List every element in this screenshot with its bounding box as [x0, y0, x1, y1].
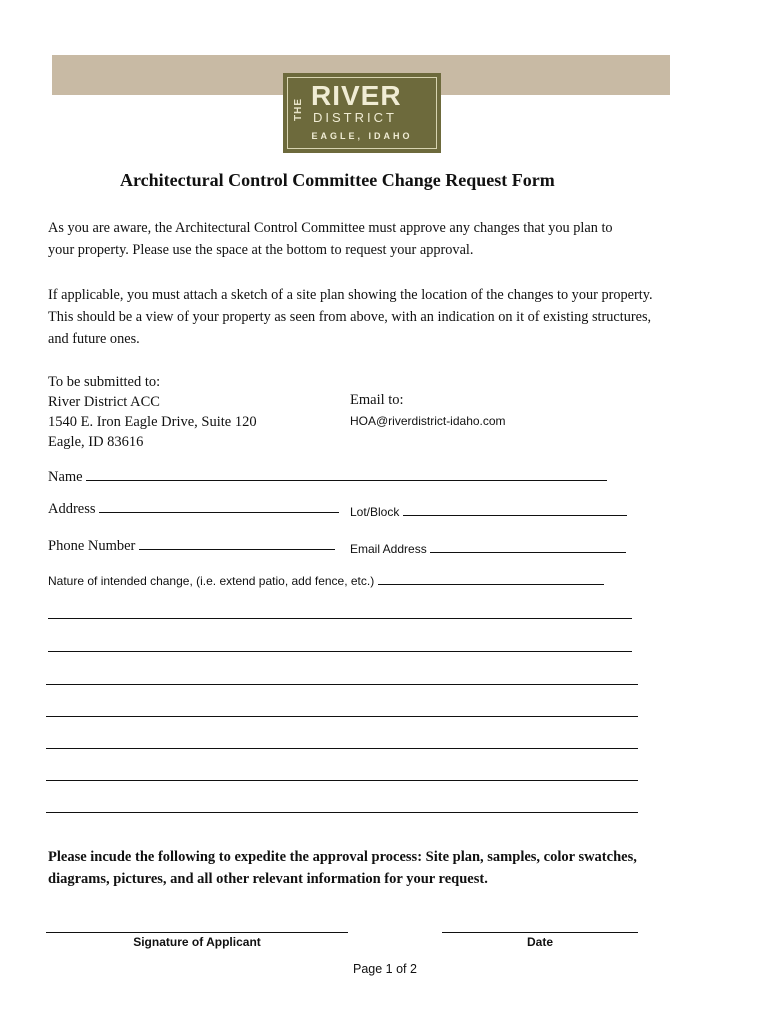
intro-line-2: your property. Please use the space at the bottom to request your approval. — [48, 242, 474, 258]
applicant-signature-label: Signature of Applicant — [133, 935, 261, 949]
address-label: Address — [48, 501, 96, 517]
lot-block-label: Lot/Block — [350, 505, 400, 519]
email-address-input-line[interactable] — [430, 540, 626, 553]
change-description-line-4[interactable] — [46, 716, 638, 717]
phone-input-line[interactable] — [139, 537, 335, 550]
lot-block-field-row — [350, 503, 627, 519]
logo-location-text: EAGLE, IDAHO — [311, 131, 413, 141]
logo-the-text: THE — [293, 98, 304, 122]
nature-label: Nature of intended change, (i.e. extend patio, add fence, etc.) — [48, 574, 375, 588]
sketch-paragraph — [48, 284, 653, 350]
phone-label: Phone Number — [48, 538, 136, 554]
river-district-logo — [283, 73, 441, 153]
page-number: Page 1 of 2 — [353, 962, 417, 976]
date-line[interactable] — [442, 932, 638, 933]
change-description-line-2[interactable] — [48, 651, 632, 652]
applicant-signature-line[interactable] — [46, 932, 348, 933]
date-label: Date — [526, 935, 553, 949]
change-description-line-7[interactable] — [46, 812, 638, 813]
submit-heading: To be submitted to: — [48, 374, 161, 390]
change-description-line-6[interactable] — [46, 780, 638, 781]
submit-org-name: River District ACC — [48, 394, 160, 410]
name-label: Name — [48, 469, 83, 485]
change-description-line-5[interactable] — [46, 748, 638, 749]
email-address-label: Email Address — [350, 542, 427, 556]
submit-city: Eagle, ID 83616 — [48, 434, 144, 450]
nature-field-row — [48, 572, 604, 588]
address-field-row — [48, 500, 339, 518]
name-field-row — [48, 468, 607, 486]
sketch-line-1: If applicable, you must attach a sketch of a site plan showing the location of the changes to your property. — [48, 287, 653, 303]
intro-paragraph — [48, 217, 613, 261]
email-to-label: Email to: — [350, 392, 404, 408]
logo-district-text: DISTRICT — [313, 110, 397, 125]
logo-river-text: RIVER — [311, 80, 402, 111]
form-title: Architectural Control Committee Change Request Form — [120, 170, 555, 190]
change-description-line-1[interactable] — [48, 618, 632, 619]
change-description-line-3[interactable] — [46, 684, 638, 685]
lot-block-input-line[interactable] — [403, 503, 627, 516]
intro-line-1: As you are aware, the Architectural Control Committee must approve any changes that you plan to — [48, 220, 613, 236]
phone-field-row — [48, 537, 335, 555]
submit-street: 1540 E. Iron Eagle Drive, Suite 120 — [48, 414, 257, 430]
sketch-line-2: This should be a view of your property as seen from above, with an indication on it of existing structures, — [48, 309, 652, 325]
submission-address — [48, 372, 257, 452]
address-input-line[interactable] — [99, 500, 339, 513]
name-input-line[interactable] — [86, 468, 607, 481]
sketch-line-3: and future ones. — [48, 331, 140, 347]
email-address-field-row — [350, 540, 626, 556]
expedite-note: Please incude the following to expedite the approval process: Site plan, samples, color swatches, diagrams, pictures, and all other relevant information for your request. — [48, 849, 637, 887]
hoa-email-link[interactable]: HOA@riverdistrict-idaho.com — [350, 414, 506, 428]
nature-input-line[interactable] — [378, 572, 604, 585]
